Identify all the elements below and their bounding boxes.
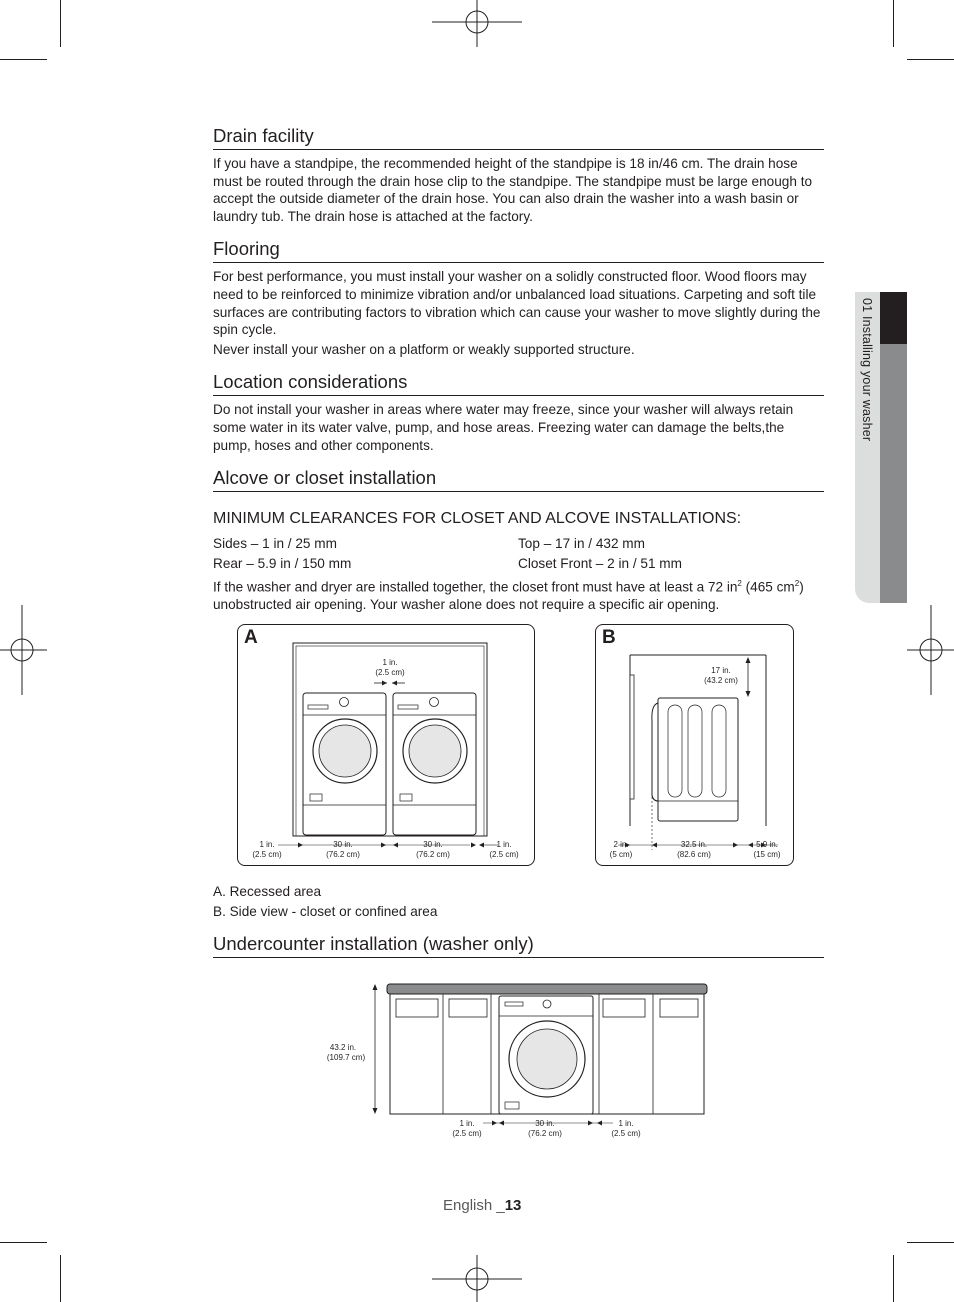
- chapter-tab-strip: [880, 344, 907, 603]
- washer-icon: [499, 996, 593, 1114]
- crop-mark: [907, 59, 954, 60]
- registration-mark-icon: [432, 1255, 522, 1302]
- washer-width-cm-label: (76.2 cm): [326, 849, 360, 859]
- rear-clearance-cm-label: (15 cm): [753, 849, 781, 859]
- clearances-row: [213, 554, 824, 574]
- front-clearance-cm-label: (5 cm): [609, 849, 633, 859]
- right-gap-label: 1 in.: [496, 839, 512, 849]
- figure-b-side-view: [595, 624, 794, 866]
- section-title: Flooring: [213, 237, 824, 263]
- gap-top-label: 1 in.: [382, 657, 398, 667]
- crop-mark: [893, 1255, 894, 1302]
- depth-cm-label: (82.6 cm): [677, 849, 711, 859]
- section-paragraph: Never install your washer on a platform or weakly supported structure.: [213, 341, 635, 357]
- undercounter-diagram: [213, 966, 824, 1146]
- page-number: 13: [504, 1197, 522, 1214]
- section-undercounter: [213, 932, 824, 1146]
- left-gap-label: 1 in.: [259, 839, 275, 849]
- figure-letter: A: [244, 626, 258, 648]
- section-alcove: [213, 466, 824, 922]
- section-title: Alcove or closet installation: [213, 466, 824, 492]
- air-opening-note: If the washer and dryer are installed together, the closet front must have at least a 72 $in^2$ (465 $cm^2$) unobstructed air opening. Your washer alone does not require a specific air opening.: [213, 579, 804, 613]
- section-title: Location considerations: [213, 370, 824, 396]
- dryer-width-label: 30 in.: [423, 839, 443, 849]
- figure-captions: [213, 882, 824, 922]
- right-gap-label: 1 in.: [618, 1118, 634, 1128]
- registration-mark-icon: [907, 605, 954, 695]
- left-gap-cm-label: (2.5 cm): [452, 1128, 482, 1138]
- chapter-tab-marker: [880, 292, 907, 344]
- side-view-diagram: [596, 625, 793, 865]
- clearance-closet-front: Closet Front – 2 in / 51 mm: [518, 556, 682, 572]
- caption-b: B. Side view - closet or confined area: [213, 903, 438, 919]
- section-paragraph: Do not install your washer in areas where water may freeze, since your washer will always retain some water in its water valve, pump, and hose areas. Freezing water can damage the belts,the pump, hoses and other components.: [213, 402, 794, 453]
- section-flooring: [213, 237, 824, 358]
- gap-top-cm-label: (2.5 cm): [375, 667, 405, 677]
- section-title: Drain facility: [213, 124, 824, 150]
- rear-clearance-label: 5.9 in.: [756, 839, 778, 849]
- chapter-tab-label: 01 Installing your washer: [860, 298, 874, 442]
- registration-mark-icon: [432, 0, 522, 47]
- washer-icon: [303, 693, 386, 835]
- dryer-width-cm-label: (76.2 cm): [416, 849, 450, 859]
- clearance-rear: Rear – 5.9 in / 150 mm: [213, 556, 352, 572]
- washer-width-label: 30 in.: [333, 839, 353, 849]
- right-gap-cm-label: (2.5 cm): [489, 849, 519, 859]
- crop-mark: [0, 59, 47, 60]
- figure-a-recessed: [237, 624, 535, 866]
- page-content: [213, 124, 824, 1146]
- crop-mark: [893, 0, 894, 47]
- section-drain-facility: [213, 124, 824, 225]
- recessed-area-diagram: [238, 625, 534, 865]
- crop-mark: [0, 1242, 47, 1243]
- page-footer: English _13: [443, 1197, 522, 1214]
- dryer-icon: [393, 693, 476, 835]
- left-gap-cm-label: (2.5 cm): [252, 849, 282, 859]
- height-cm-label: (109.7 cm): [326, 1052, 366, 1062]
- left-gap-label: 1 in.: [459, 1118, 475, 1128]
- top-clearance-cm-label: (43.2 cm): [704, 675, 738, 685]
- height-label: 43.2 in.: [329, 1042, 357, 1052]
- clearance-figures: [213, 624, 824, 882]
- front-clearance-label: 2 in.: [613, 839, 629, 849]
- section-paragraph: If you have a standpipe, the recommended height of the standpipe is 18 in/46 cm. The drain hose must be routed through the drain hose clip to the standpipe. The standpipe must be large enough to accept the outside diameter of the drain hose. You can also drain the washer into a wash basin or laundry tub. The drain hose is attached at the factory.: [213, 156, 813, 224]
- crop-mark: [60, 1255, 61, 1302]
- top-clearance-label: 17 in.: [711, 665, 731, 675]
- clearances-row: [213, 534, 824, 554]
- washer-width-cm-label: (76.2 cm): [528, 1128, 562, 1138]
- figure-letter: B: [602, 626, 616, 648]
- depth-label: 32.5 in.: [680, 839, 708, 849]
- section-title: Undercounter installation (washer only): [213, 932, 824, 958]
- section-paragraph: For best performance, you must install your washer on a solidly constructed floor. Wood floors may need to be reinforced to minimize vibration and/or unbalanced load situations. Carpeting and soft tile surfaces are contributing factors to vibration which can cause your washer to move slightly during the spin cycle.: [213, 269, 821, 338]
- section-location: [213, 370, 824, 454]
- clearance-sides: Sides – 1 in / 25 mm: [213, 536, 337, 552]
- clearance-top: Top – 17 in / 432 mm: [518, 536, 645, 552]
- caption-a: A. Recessed area: [213, 883, 322, 899]
- crop-mark: [60, 0, 61, 47]
- clearances-subtitle: MINIMUM CLEARANCES FOR CLOSET AND ALCOVE INSTALLATIONS:: [213, 510, 742, 528]
- registration-mark-icon: [0, 605, 47, 695]
- right-gap-cm-label: (2.5 cm): [611, 1128, 641, 1138]
- washer-side-icon: [652, 698, 738, 821]
- washer-width-label: 30 in.: [535, 1118, 555, 1128]
- crop-mark: [907, 1242, 954, 1243]
